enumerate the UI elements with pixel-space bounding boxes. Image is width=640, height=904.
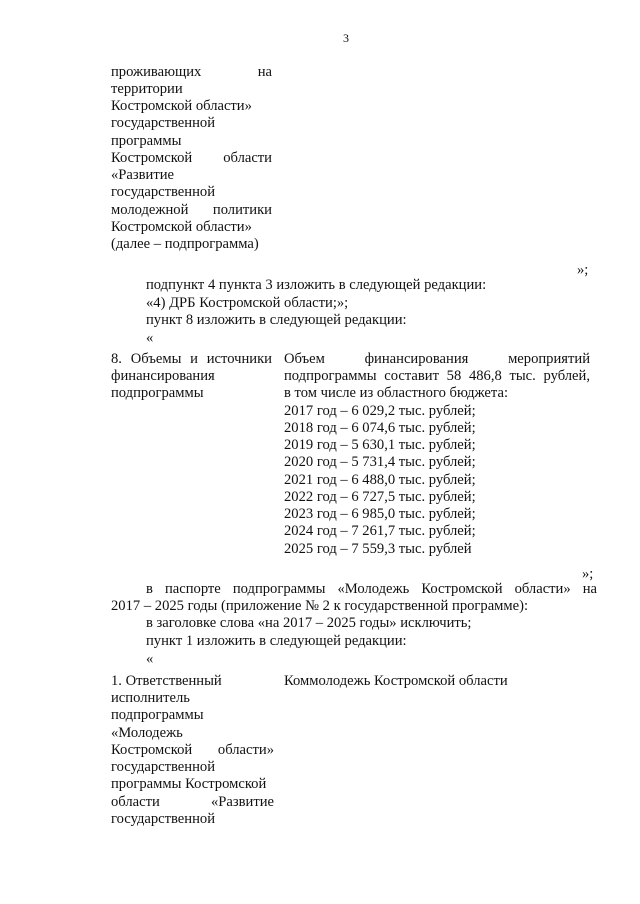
paragraph: в паспорте подпрограммы «Молодежь Костромской области» на bbox=[146, 581, 597, 597]
paragraph: в заголовке слова «на 2017 – 2025 годы» исключить; bbox=[146, 615, 472, 631]
block1-line: молодежной политики bbox=[111, 202, 272, 218]
block1-line: проживающих на bbox=[111, 64, 272, 80]
table2-left-line: подпрограммы bbox=[111, 707, 204, 723]
table1-right-line: Объем финансирования мероприятий bbox=[284, 351, 590, 367]
paragraph: подпункт 4 пункта 3 изложить в следующей редакции: bbox=[146, 277, 487, 293]
paragraph: пункт 8 изложить в следующей редакции: bbox=[146, 312, 407, 328]
block1-line: территории bbox=[111, 81, 183, 97]
block1-line: программы bbox=[111, 133, 182, 149]
table2-left-line: 1. Ответственный bbox=[111, 673, 222, 689]
table1-left-line: 8. Объемы и источники bbox=[111, 351, 272, 367]
table2-left-line: области «Развитие bbox=[111, 794, 274, 810]
closing-quote: »; bbox=[577, 262, 589, 278]
funding-year-line: 2018 год – 6 074,6 тыс. рублей; bbox=[284, 420, 476, 436]
paragraph: 2017 – 2025 годы (приложение № 2 к государственной программе): bbox=[111, 598, 529, 614]
block1-line: (далее – подпрограмма) bbox=[111, 236, 259, 252]
block1-line: Костромской области» bbox=[111, 219, 252, 235]
table2-left-line: Костромской области» bbox=[111, 742, 274, 758]
table1-right-line: подпрограммы составит 58 486,8 тыс. рублей, bbox=[284, 368, 590, 384]
table2-left-line: «Молодежь bbox=[111, 725, 183, 741]
funding-year-line: 2021 год – 6 488,0 тыс. рублей; bbox=[284, 472, 476, 488]
opening-quote: « bbox=[146, 330, 154, 346]
funding-year-line: 2020 год – 5 731,4 тыс. рублей; bbox=[284, 454, 476, 470]
paragraph: «4) ДРБ Костромской области;»; bbox=[146, 295, 349, 311]
page-number: 3 bbox=[343, 31, 349, 45]
funding-year-line: 2023 год – 6 985,0 тыс. рублей; bbox=[284, 506, 476, 522]
table1-right-line: в том числе из областного бюджета: bbox=[284, 385, 509, 401]
block1-line: Костромской области bbox=[111, 150, 272, 166]
table2-left-line: программы Костромской bbox=[111, 776, 267, 792]
funding-year-line: 2024 год – 7 261,7 тыс. рублей; bbox=[284, 523, 476, 539]
funding-year-line: 2022 год – 6 727,5 тыс. рублей; bbox=[284, 489, 476, 505]
block1-line: «Развитие bbox=[111, 167, 175, 183]
block1-line: государственной bbox=[111, 184, 216, 200]
table2-left-line: государственной bbox=[111, 811, 216, 827]
funding-year-line: 2019 год – 5 630,1 тыс. рублей; bbox=[284, 437, 476, 453]
table2-left-line: государственной bbox=[111, 759, 216, 775]
block1-line: Костромской области» bbox=[111, 98, 252, 114]
funding-year-line: 2025 год – 7 559,3 тыс. рублей bbox=[284, 541, 472, 557]
paragraph: пункт 1 изложить в следующей редакции: bbox=[146, 633, 407, 649]
table2-left-line: исполнитель bbox=[111, 690, 190, 706]
table1-left-line: подпрограммы bbox=[111, 385, 204, 401]
funding-year-line: 2017 год – 6 029,2 тыс. рублей; bbox=[284, 403, 476, 419]
table2-right-text: Коммолодежь Костромской области bbox=[284, 673, 508, 689]
opening-quote: « bbox=[146, 651, 154, 667]
block1-line: государственной bbox=[111, 115, 216, 131]
closing-quote: »; bbox=[582, 566, 594, 582]
table1-left-line: финансирования bbox=[111, 368, 215, 384]
